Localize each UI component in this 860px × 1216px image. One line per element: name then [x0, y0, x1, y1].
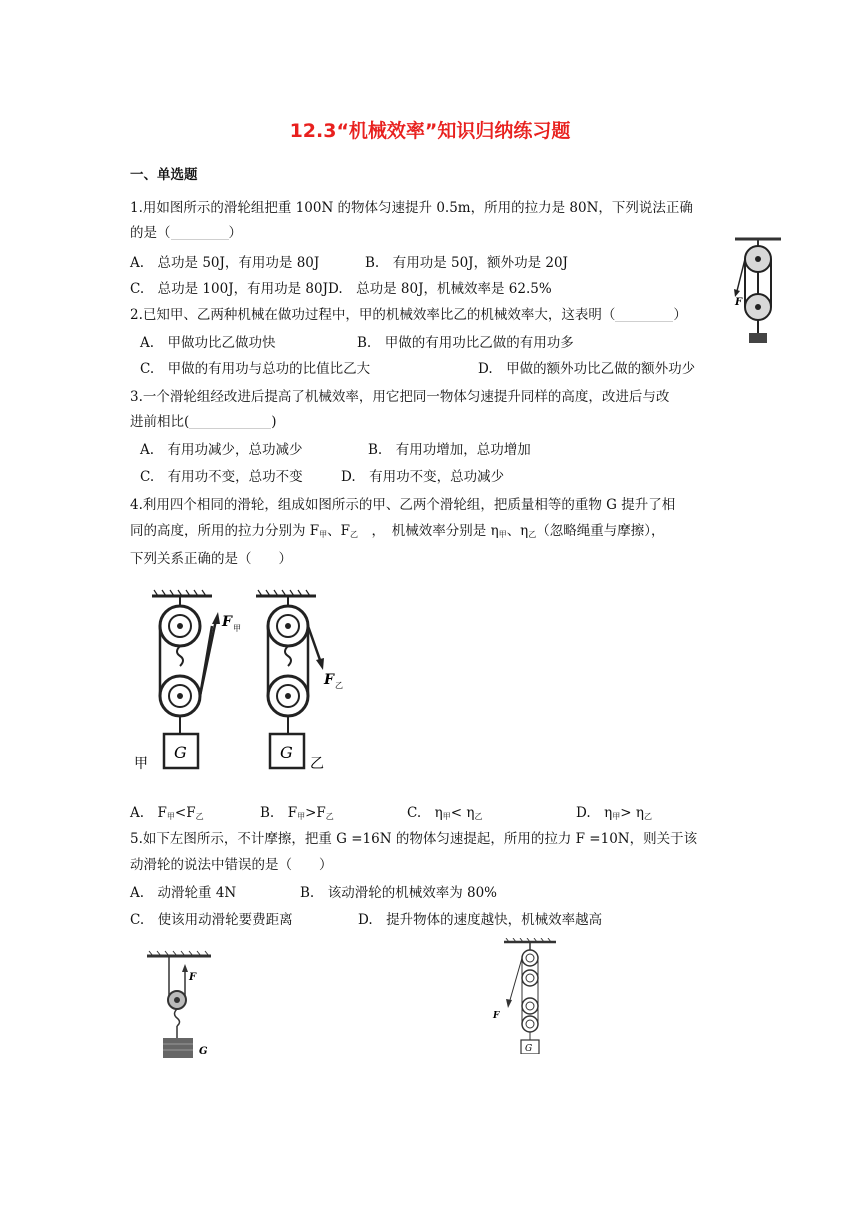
- page-title: 12.3“机械效率”知识归纳练习题: [289, 120, 571, 142]
- q4-weight-right-label: G: [280, 743, 293, 762]
- q2-option-b[interactable]: B. 甲做的有用功比乙做的有用功多: [357, 335, 574, 351]
- q5-option-b[interactable]: B. 该动滑轮的机械效率为 80%: [300, 885, 498, 901]
- q5-option-d[interactable]: D. 提升物体的速度越快，机械效率越高: [358, 912, 603, 928]
- q5-stem-line2: 动滑轮的说法中错误的是（ ）: [130, 857, 333, 873]
- q4-option-a[interactable]: A. $F_甲<F_乙$: [130, 805, 204, 821]
- q5-compound-pulley-figure: [490, 938, 560, 1054]
- q5-option-c[interactable]: C. 使该用动滑轮要费距离: [130, 912, 293, 928]
- q4-left-system-label: 甲: [134, 756, 148, 772]
- q5-option-a[interactable]: A. 动滑轮重 4N: [130, 885, 237, 901]
- q2-stem: 2.已知甲、乙两种机械在做功过程中，甲的机械效率比乙的机械效率大，这表明（ ）: [130, 307, 687, 323]
- q4-force-right-sub: 乙: [335, 681, 343, 690]
- q4-stem-line3: 下列关系正确的是（ ）: [130, 551, 292, 567]
- q5-weight-label: G: [199, 1046, 208, 1057]
- q1-stem-line1: 1.用如图所示的滑轮组把重 100N 的物体匀速提升 0.5m，所用的拉力是 80N，下列说法正确: [130, 200, 693, 216]
- q3-stem-line1: 3.一个滑轮组经改进后提高了机械效率，用它把同一物体匀速提升同样的高度，改进后与改: [130, 389, 670, 405]
- q4-stem-line2: 同的高度，所用的拉力分别为 $F_甲$、$F_乙$ ， 机械效率分别是 $\eta_甲$、$\eta_乙$（忽略绳重与摩擦），: [130, 523, 665, 539]
- q4-option-c[interactable]: C. $\eta_甲< \eta_乙$: [407, 805, 483, 821]
- q4-force-left-sub: 甲: [233, 624, 241, 633]
- q1-option-a[interactable]: A. 总功是 50J，有用功是 80J: [130, 255, 320, 271]
- q3-option-c[interactable]: C. 有用功不变，总功不变: [140, 469, 303, 485]
- q2-option-c[interactable]: C. 甲做的有用功与总功的比值比乙大: [140, 361, 371, 377]
- q4-force-right-label: F: [324, 672, 334, 688]
- q3-option-b[interactable]: B. 有用功增加，总功增加: [368, 442, 531, 458]
- q3-option-d[interactable]: D. 有用功不变，总功减少: [341, 469, 505, 485]
- q5-movable-pulley-figure: [145, 950, 225, 1062]
- q4-option-b[interactable]: B. $F_甲>F_乙$: [260, 805, 334, 821]
- q1-force-label: F: [735, 297, 743, 308]
- q4-right-system-label: 乙: [310, 756, 324, 772]
- q5-compound-weight-label: G: [525, 1044, 533, 1054]
- q5-compound-force-label: F: [493, 1011, 500, 1021]
- section-heading: 一、单选题: [130, 167, 198, 183]
- q4-weight-left-label: G: [174, 743, 187, 762]
- q1-option-c-d[interactable]: C. 总功是 100J，有用功是 80JD. 总功是 80J，机械效率是 62.5%: [130, 281, 552, 297]
- q2-option-a[interactable]: A. 甲做功比乙做功快: [140, 335, 276, 351]
- q5-stem-line1: 5.如下左图所示，不计摩擦，把重 G =16N 的物体匀速提起，所用的拉力 F =10N，则关于该: [130, 831, 698, 847]
- q4-pulley-figure: [130, 588, 350, 788]
- q4-stem-line1: 4.利用四个相同的滑轮，组成如图所示的甲、乙两个滑轮组，把质量相等的重物 G 提升了相: [130, 497, 676, 513]
- q1-stem-line2: 的是（ ）: [130, 225, 242, 241]
- q4-option-d[interactable]: D. $\eta_甲> \eta_乙$: [576, 805, 652, 821]
- q2-option-d[interactable]: D. 甲做的额外功比乙做的额外功少: [478, 361, 696, 377]
- q5-force-label: F: [189, 972, 197, 983]
- q4-force-left-label: F: [222, 614, 232, 630]
- q3-stem-line2: 进前相比( ): [130, 414, 277, 430]
- q1-option-b[interactable]: B. 有用功是 50J，额外功是 20J: [365, 255, 568, 271]
- q1-pulley-figure: [733, 235, 793, 355]
- q3-option-a[interactable]: A. 有用功减少，总功减少: [140, 442, 303, 458]
